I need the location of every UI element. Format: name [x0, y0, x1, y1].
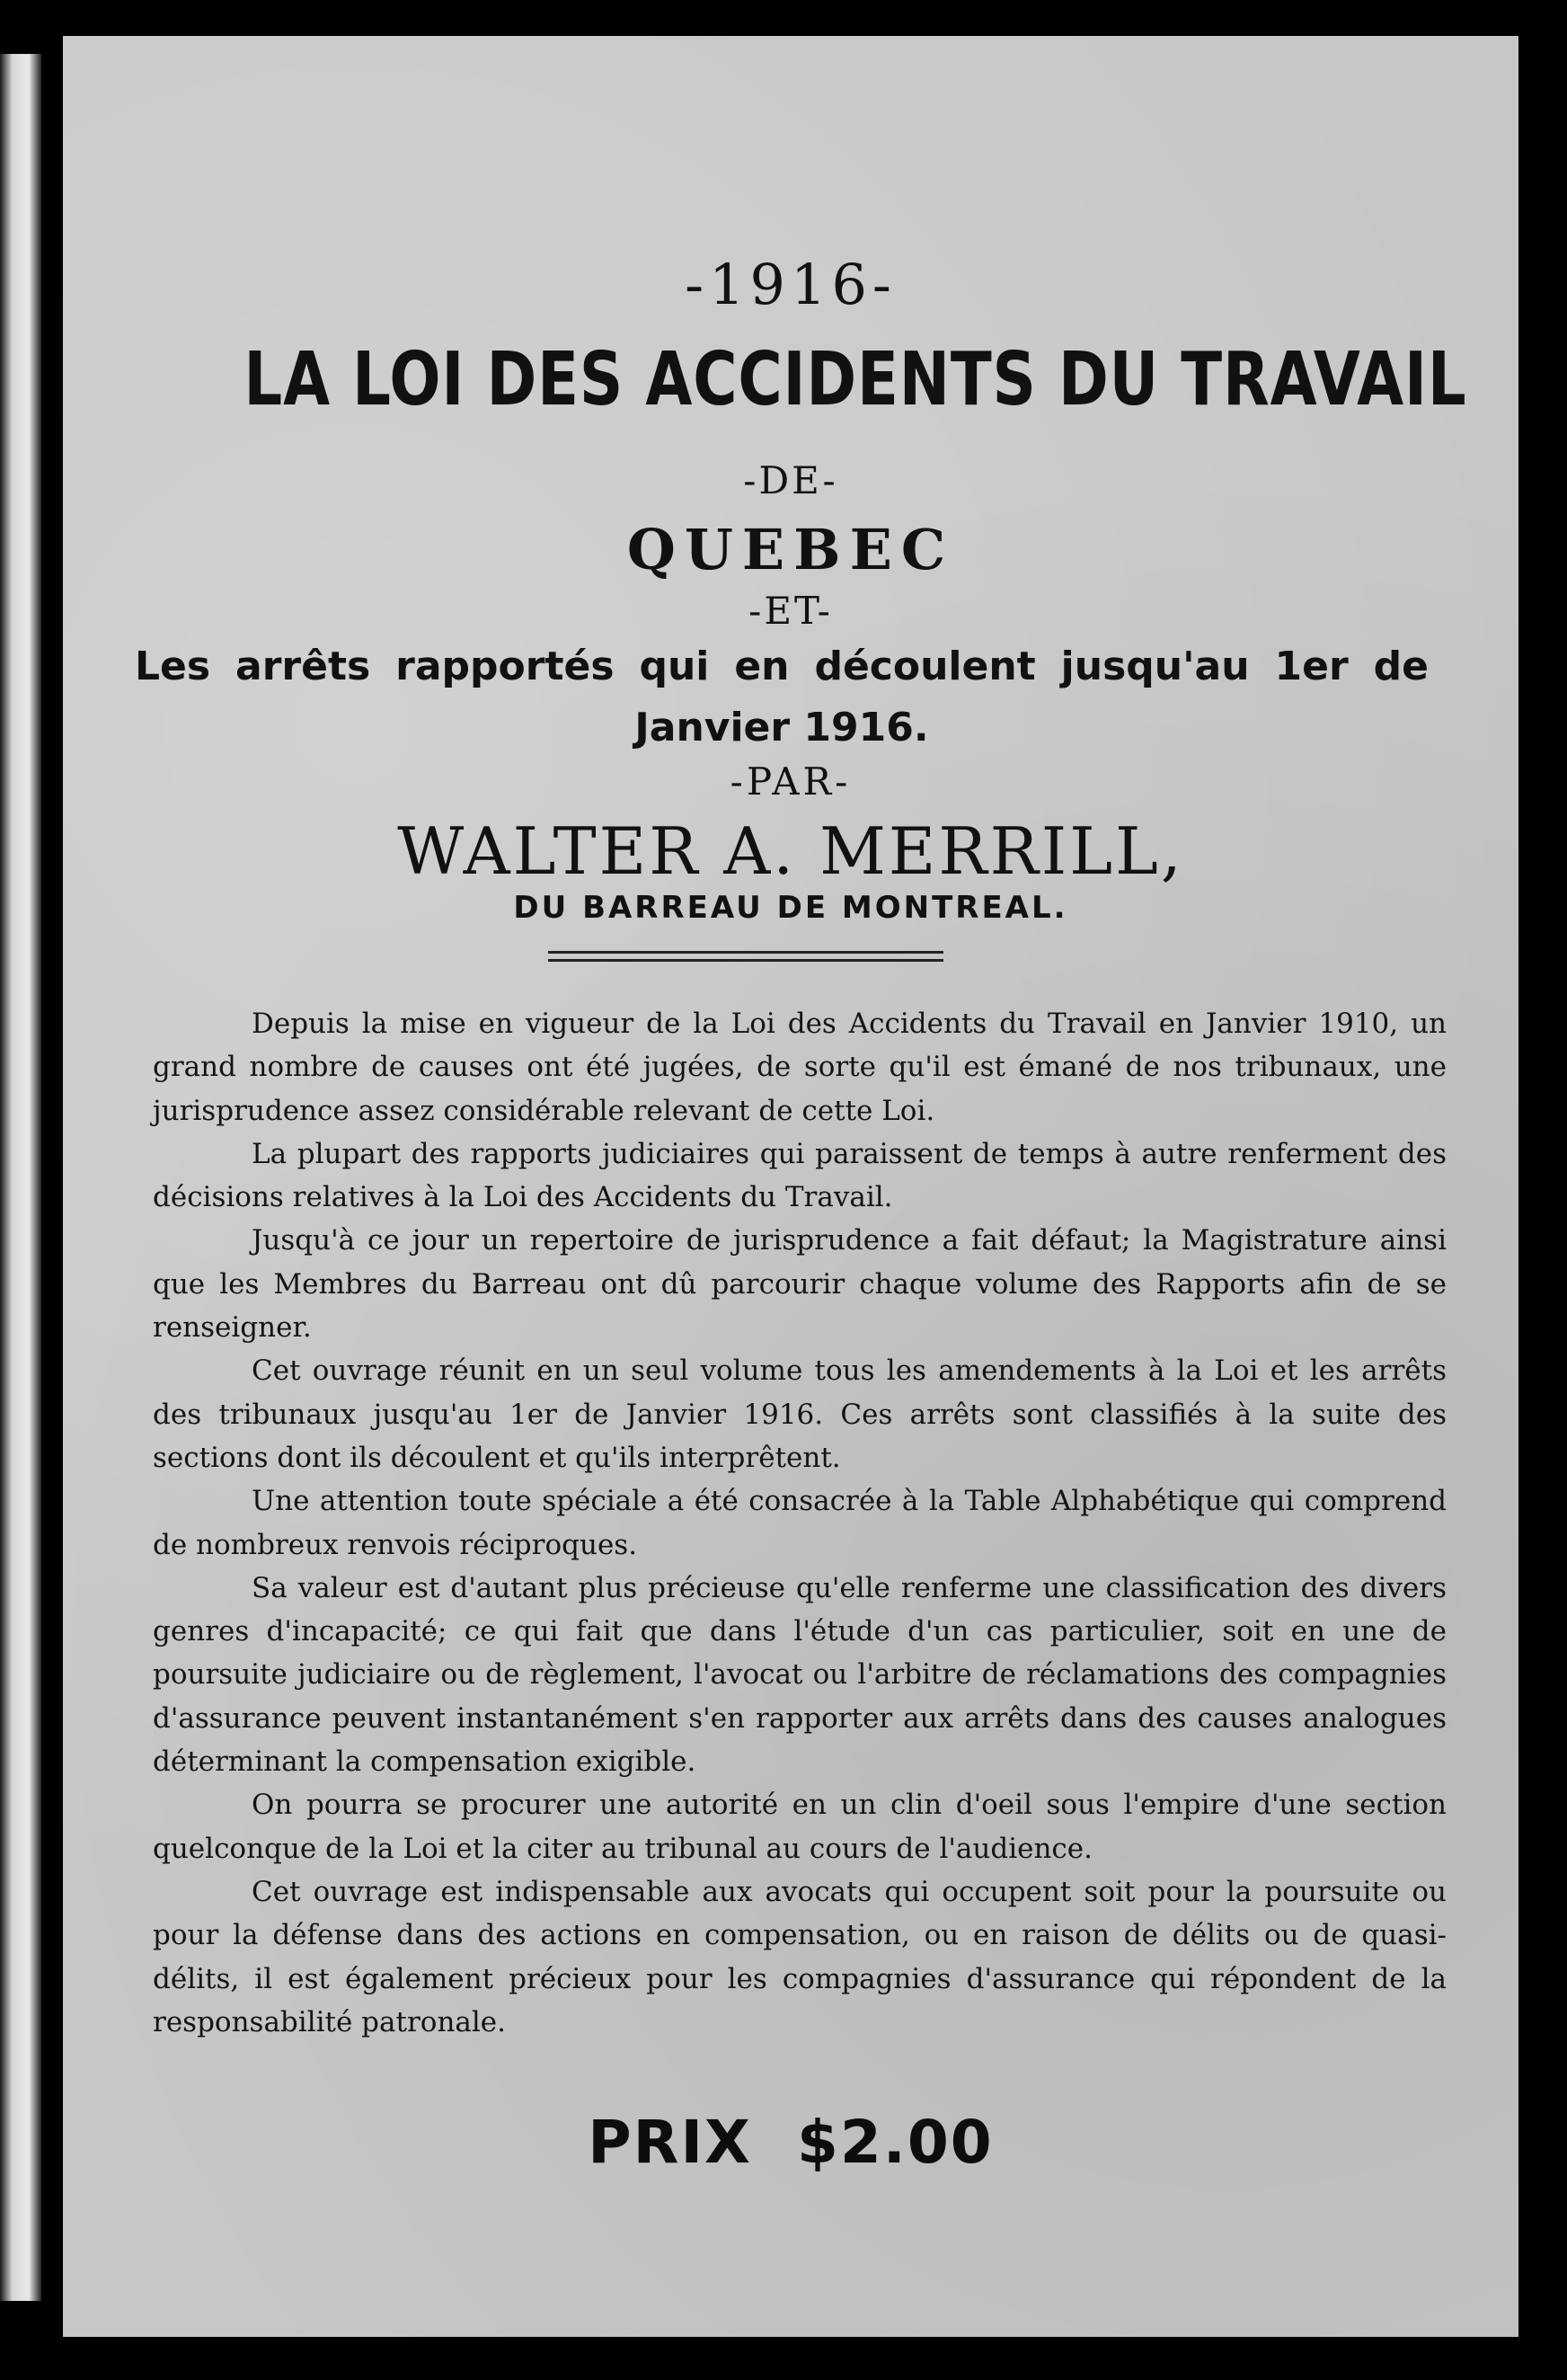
paragraph: Cet ouvrage est indispensable aux avocats qui occupent soit pour la poursuite ou pour la défense dans des actions en compensation, ou en raison de délits ou de quasi-délits, il est également précieux pour les compagnies d'assurance qui répondent de la responsabilité patronale. [153, 1875, 1447, 2038]
year-heading: -1916- [685, 252, 897, 317]
paragraph: Sa valeur est d'autant plus précieuse qu'elle renferme une classification des divers genres d'incapacité; ce qui fait que dans l'étude d'un cas particulier, soit en une de poursuite judiciaire ou de règlement, l'avocat ou l'arbitre de réclamations des compagnies d'assurance peuvent instantanément s'en rapporter aux arrêts dans des causes analogues déterminant la compensation exigible. [153, 1571, 1447, 1779]
paragraph: Depuis la mise en vigueur de la Loi des Accidents du Travail en Janvier 1910, un grand nombre de causes ont été jugées, de sorte qu'il est émané de nos tribunaux, une jurisprudence assez considérable relevant de cette Loi. [153, 1008, 1447, 1127]
paragraph: Jusqu'à ce jour un repertoire de jurisprudence a fait défaut; la Magistrature ainsi que les Membres du Barreau ont dû parcourir chaque volume des Rapports afin de se renseigner. [153, 1224, 1447, 1345]
subtitle: Les arrêts rapportés qui en découlent jusqu'au 1er de Janvier 1916. [135, 644, 1429, 750]
divider-rule-top [548, 951, 943, 954]
paragraph: Cet ouvrage réunit en un seul volume tous les amendements à la Loi et les arrêts des tribunaux jusqu'au 1er de Janvier 1916. Ces arrêts sont classifiés à la suite des sections dont ils découlent et qu'ils interprêtent. [153, 1354, 1447, 1474]
connector-par: -PAR- [730, 759, 852, 804]
connector-de: -DE- [743, 458, 838, 502]
paragraph: La plupart des rapports judiciaires qui paraissent de temps à autre renferment des décisions relatives à la Loi des Accidents du Travail. [153, 1137, 1447, 1214]
document-page [63, 36, 1518, 2337]
adjacent-page-edge [0, 54, 41, 2301]
price-label: PRIX [588, 2108, 752, 2177]
price-amount: $2.00 [796, 2108, 994, 2177]
place-heading: QUEBEC [626, 517, 955, 582]
body-text [153, 1002, 1447, 2044]
author-affiliation: DU BARREAU DE MONTREAL. [513, 890, 1068, 926]
paragraph: Une attention toute spéciale a été consacrée à la Table Alphabétique qui comprend de nombreux renvois réciproques. [153, 1485, 1447, 1561]
author-name: WALTER A. MERRILL, [397, 813, 1184, 889]
paragraph: On pourra se procurer une autorité en un clin d'oeil sous l'empire d'une section quelconque de la Loi et la citer au tribunal au cours de l'audience. [153, 1789, 1447, 1865]
document-title: LA LOI DES ACCIDENTS DU TRAVAIL [243, 337, 1467, 422]
divider-rule-bottom [548, 959, 943, 962]
price-line [63, 2108, 1518, 2177]
connector-et: -ET- [748, 589, 833, 633]
